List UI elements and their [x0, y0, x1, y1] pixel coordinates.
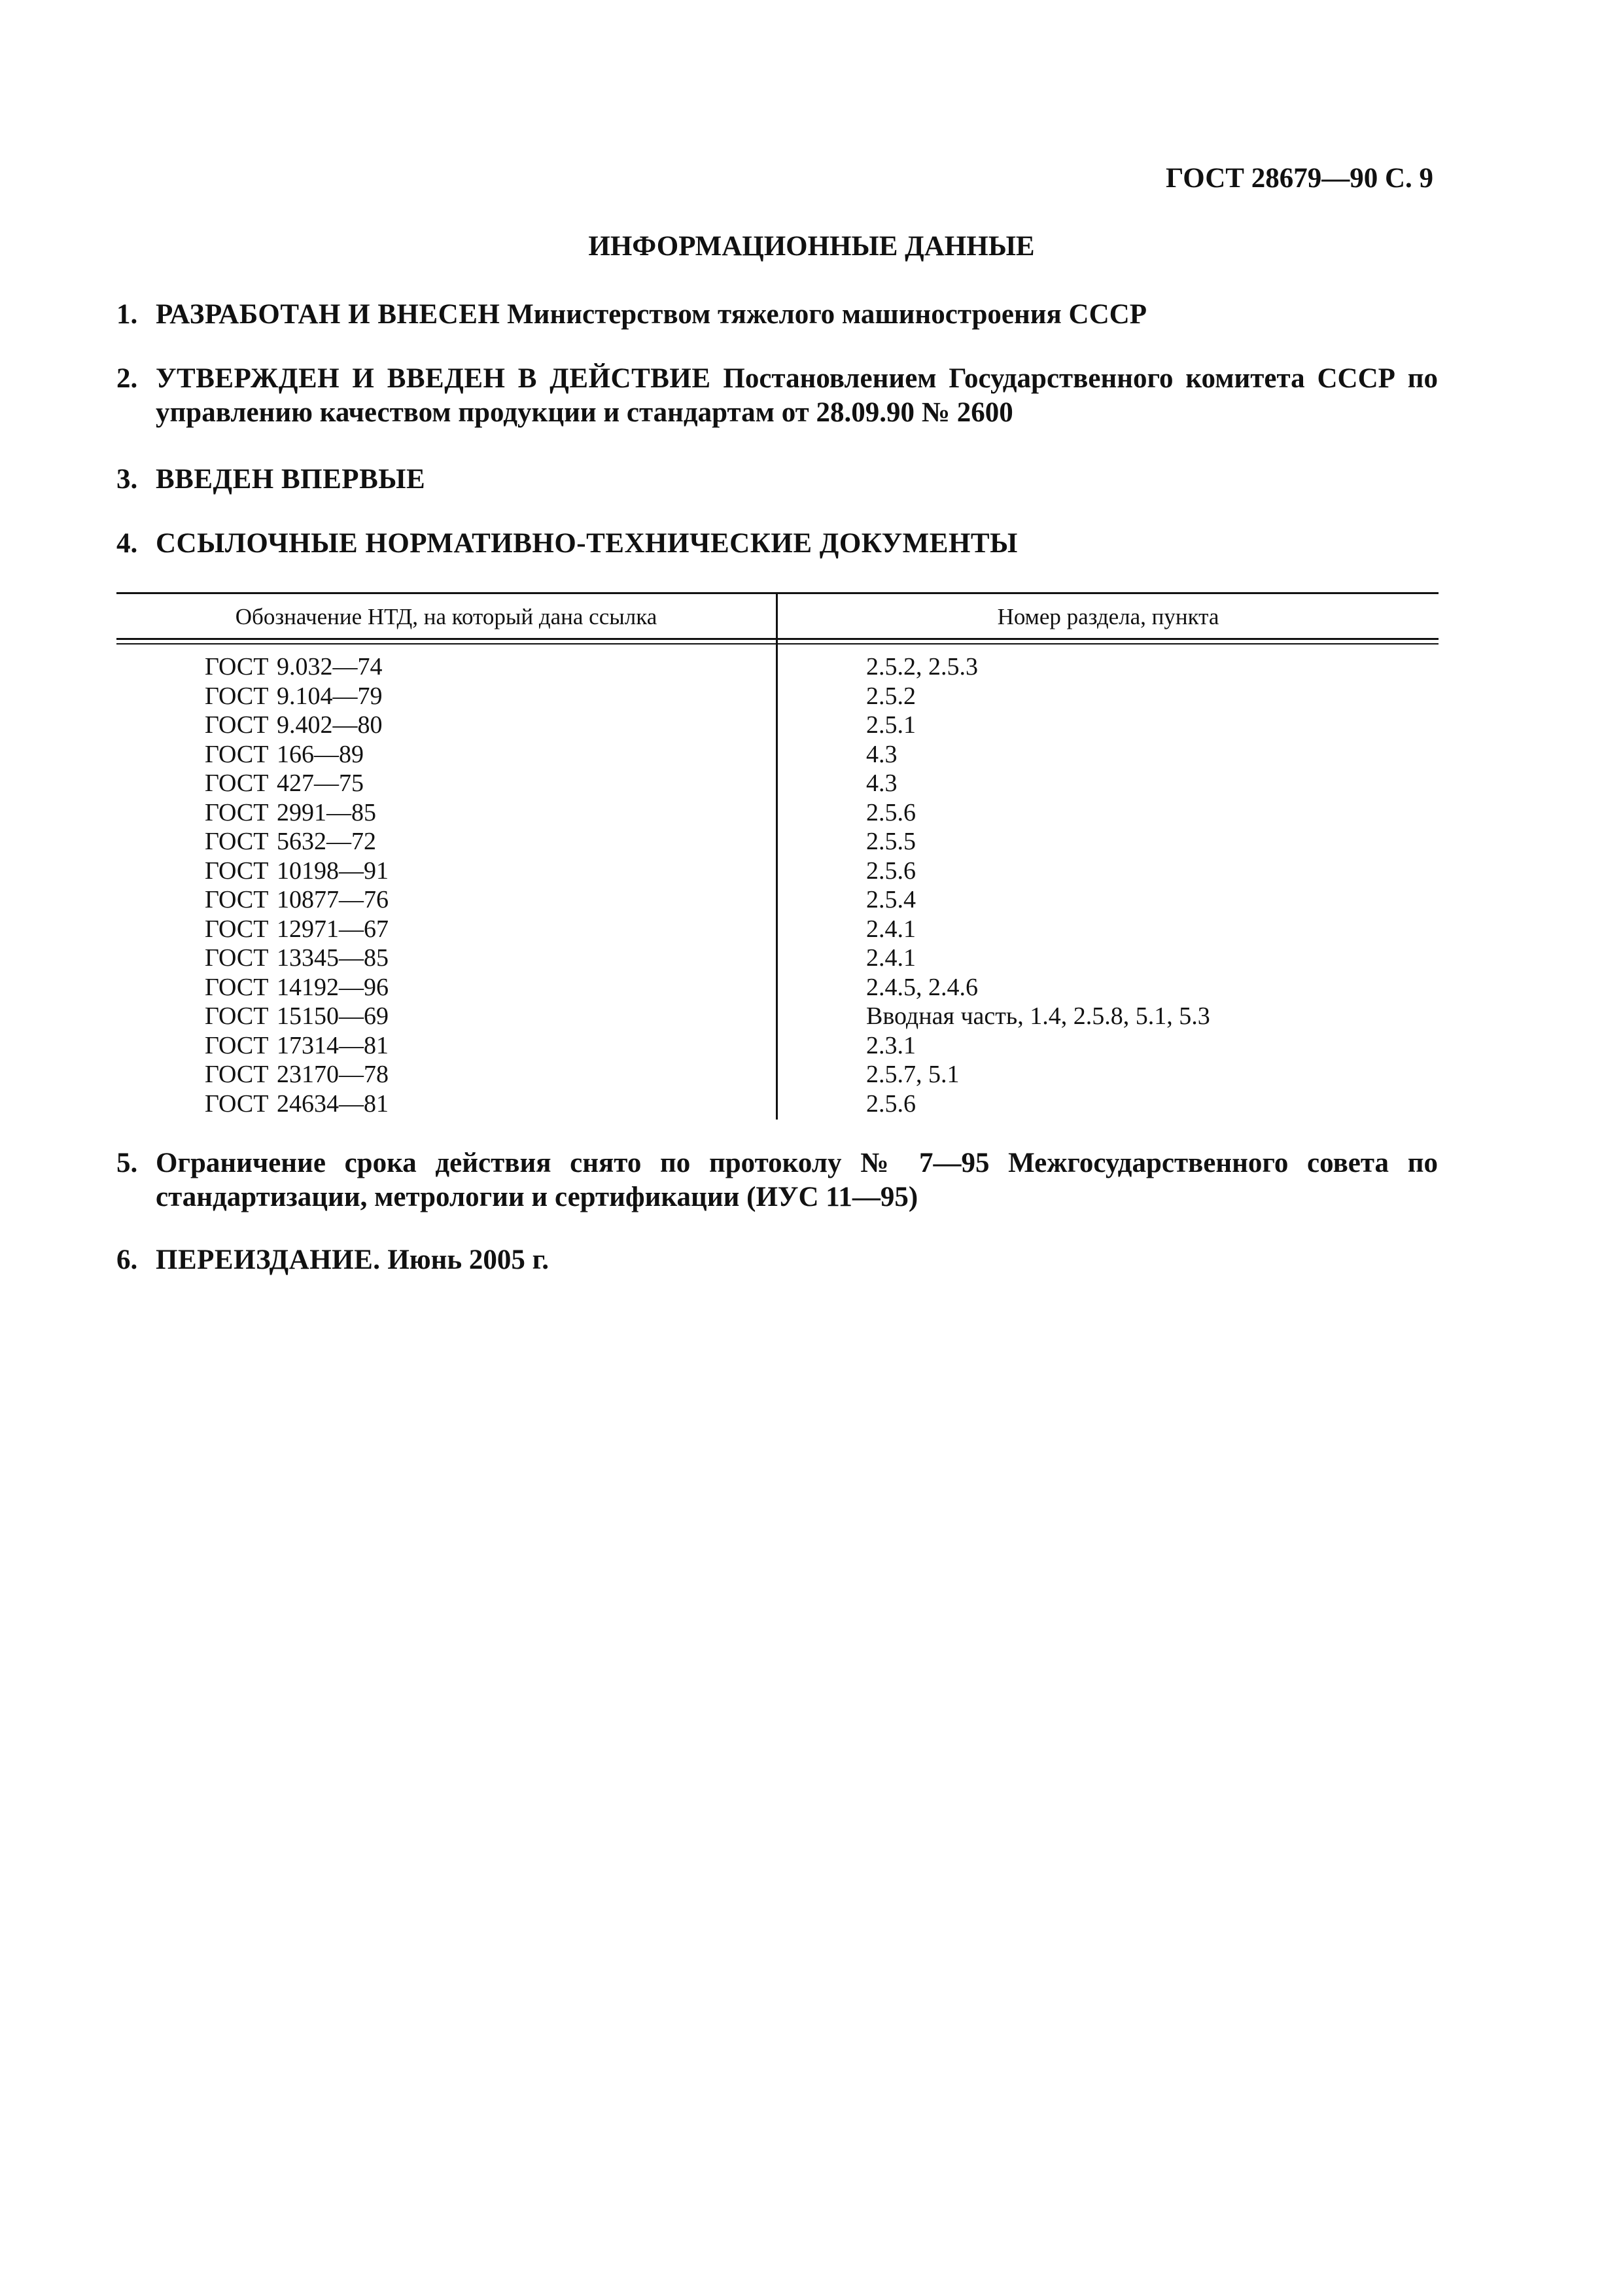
document-designation	[205, 740, 364, 769]
table-row	[116, 711, 1439, 740]
table-header-section: Номер раздела, пункта	[997, 604, 1219, 629]
page-header: ГОСТ 28679—90 С. 9	[1165, 163, 1433, 194]
item-text	[116, 463, 1438, 497]
section-number: 2.4.1	[866, 915, 916, 943]
section-number: 2.4.5, 2.4.6	[866, 973, 978, 1001]
section-number: 2.5.2, 2.5.3	[866, 653, 978, 680]
document-prefix: ГОСТ	[205, 915, 269, 943]
section-number: 2.5.2	[866, 682, 916, 710]
document-number: 17314—81	[277, 1031, 389, 1059]
table-row	[116, 1031, 1439, 1061]
section-number: 2.3.1	[866, 1031, 916, 1059]
item-text	[116, 527, 1438, 561]
table-row	[116, 885, 1439, 915]
info-item-2	[116, 362, 1438, 430]
item-rest: Июнь 2005 г.	[380, 1245, 550, 1275]
section-number: 2.5.1	[866, 711, 916, 739]
table-body	[116, 652, 1439, 1118]
document-title: ИНФОРМАЦИОННЫЕ ДАННЫЕ	[588, 231, 1035, 262]
document-number: 9.104—79	[277, 682, 383, 710]
document-prefix: ГОСТ	[205, 740, 269, 768]
document-prefix: ГОСТ	[205, 711, 269, 739]
section-number: 2.5.7, 5.1	[866, 1061, 960, 1088]
item-lead: ВВЕДЕН ВПЕРВЫЕ	[156, 464, 426, 495]
section-number: 2.5.6	[866, 857, 916, 885]
info-item-1	[116, 298, 1438, 332]
item-number: 5.	[116, 1148, 138, 1178]
item-number: 1.	[116, 299, 138, 330]
item-number: 2.	[116, 363, 138, 394]
document-designation	[205, 1031, 389, 1061]
document-prefix: ГОСТ	[205, 944, 269, 972]
item-lead: ССЫЛОЧНЫЕ НОРМАТИВНО-ТЕХНИЧЕСКИЕ ДОКУМЕНТЫ	[156, 528, 1018, 559]
document-number: 2991—85	[277, 798, 376, 826]
item-rest: Постановлением Государственного комитета СССР по управлению качеством продукции и стандартам от 28.09.90 № 2600	[156, 363, 1438, 428]
item-number: 6.	[116, 1245, 138, 1275]
document-prefix: ГОСТ	[205, 1089, 269, 1118]
section-number: Вводная часть, 1.4, 2.5.8, 5.1, 5.3	[866, 1002, 1210, 1030]
document-number: 24634—81	[277, 1089, 389, 1118]
section-number: 2.4.1	[866, 944, 916, 972]
document-prefix: ГОСТ	[205, 1031, 269, 1059]
section-number: 2.5.4	[866, 886, 916, 913]
item-text	[116, 1243, 1438, 1277]
table-row	[116, 740, 1439, 769]
document-designation	[205, 857, 389, 886]
document-designation	[205, 711, 383, 740]
document-number: 13345—85	[277, 944, 389, 972]
info-item-4	[116, 527, 1438, 561]
table-row	[116, 915, 1439, 944]
section-number: 2.5.5	[866, 828, 916, 855]
item-text	[116, 362, 1438, 430]
table-row	[116, 944, 1439, 973]
document-prefix: ГОСТ	[205, 1002, 269, 1030]
document-prefix: ГОСТ	[205, 973, 269, 1001]
section-number: 4.3	[866, 769, 898, 797]
table-row	[116, 857, 1439, 886]
item-lead: РАЗРАБОТАН И ВНЕСЕН	[156, 299, 500, 330]
document-number: 10198—91	[277, 857, 389, 885]
document-prefix: ГОСТ	[205, 857, 269, 885]
document-number: 12971—67	[277, 915, 389, 943]
document-prefix: ГОСТ	[205, 828, 269, 855]
document-prefix: ГОСТ	[205, 653, 269, 680]
document-number: 166—89	[277, 740, 364, 768]
document-prefix: ГОСТ	[205, 798, 269, 826]
section-number: 2.5.6	[866, 798, 916, 826]
document-designation	[205, 1089, 389, 1119]
info-item-3	[116, 463, 1438, 497]
document-designation	[205, 1060, 389, 1089]
table-row	[116, 1089, 1439, 1119]
document-designation	[205, 827, 376, 857]
table-row	[116, 973, 1439, 1002]
table-row	[116, 1060, 1439, 1089]
document-number: 23170—78	[277, 1061, 389, 1088]
section-number: 2.5.6	[866, 1089, 916, 1118]
document-designation	[205, 652, 383, 682]
document-number: 5632—72	[277, 828, 376, 855]
table-row	[116, 1002, 1439, 1031]
item-lead: ПЕРЕИЗДАНИЕ.	[156, 1245, 381, 1275]
item-number: 4.	[116, 528, 138, 559]
document-number: 9.402—80	[277, 711, 383, 739]
document-prefix: ГОСТ	[205, 769, 269, 797]
document-number: 15150—69	[277, 1002, 389, 1030]
item-lead: УТВЕРЖДЕН И ВВЕДЕН В ДЕЙСТВИЕ	[156, 363, 711, 394]
document-number: 10877—76	[277, 886, 389, 913]
document-designation	[205, 798, 376, 828]
document-designation	[205, 885, 389, 915]
section-number: 4.3	[866, 740, 898, 768]
item-number: 3.	[116, 464, 138, 495]
item-rest: Министерством тяжелого машиностроения СССР	[500, 299, 1147, 330]
document-designation	[205, 944, 389, 973]
item-text	[116, 1146, 1438, 1214]
document-designation	[205, 973, 389, 1002]
info-item-5	[116, 1146, 1438, 1214]
table-row	[116, 827, 1439, 857]
info-item-6	[116, 1243, 1438, 1277]
item-rest: Ограничение срока действия снято по протоколу № 7—95 Межгосударственного совета по стандартизации, метрологии и сертификации (ИУС 11—95)	[156, 1148, 1438, 1212]
document-number: 14192—96	[277, 973, 389, 1001]
document-designation	[205, 1002, 389, 1031]
table-row	[116, 798, 1439, 828]
document-designation	[205, 915, 389, 944]
document-prefix: ГОСТ	[205, 682, 269, 710]
table-row	[116, 769, 1439, 798]
document-prefix: ГОСТ	[205, 1061, 269, 1088]
document-number: 427—75	[277, 769, 364, 797]
item-text	[116, 298, 1438, 332]
document-prefix: ГОСТ	[205, 886, 269, 913]
table-row	[116, 652, 1439, 682]
table-row	[116, 682, 1439, 711]
document-designation	[205, 682, 383, 711]
document-number: 9.032—74	[277, 653, 383, 680]
document-designation	[205, 769, 364, 798]
table-header-document: Обозначение НТД, на который дана ссылка	[235, 604, 657, 629]
